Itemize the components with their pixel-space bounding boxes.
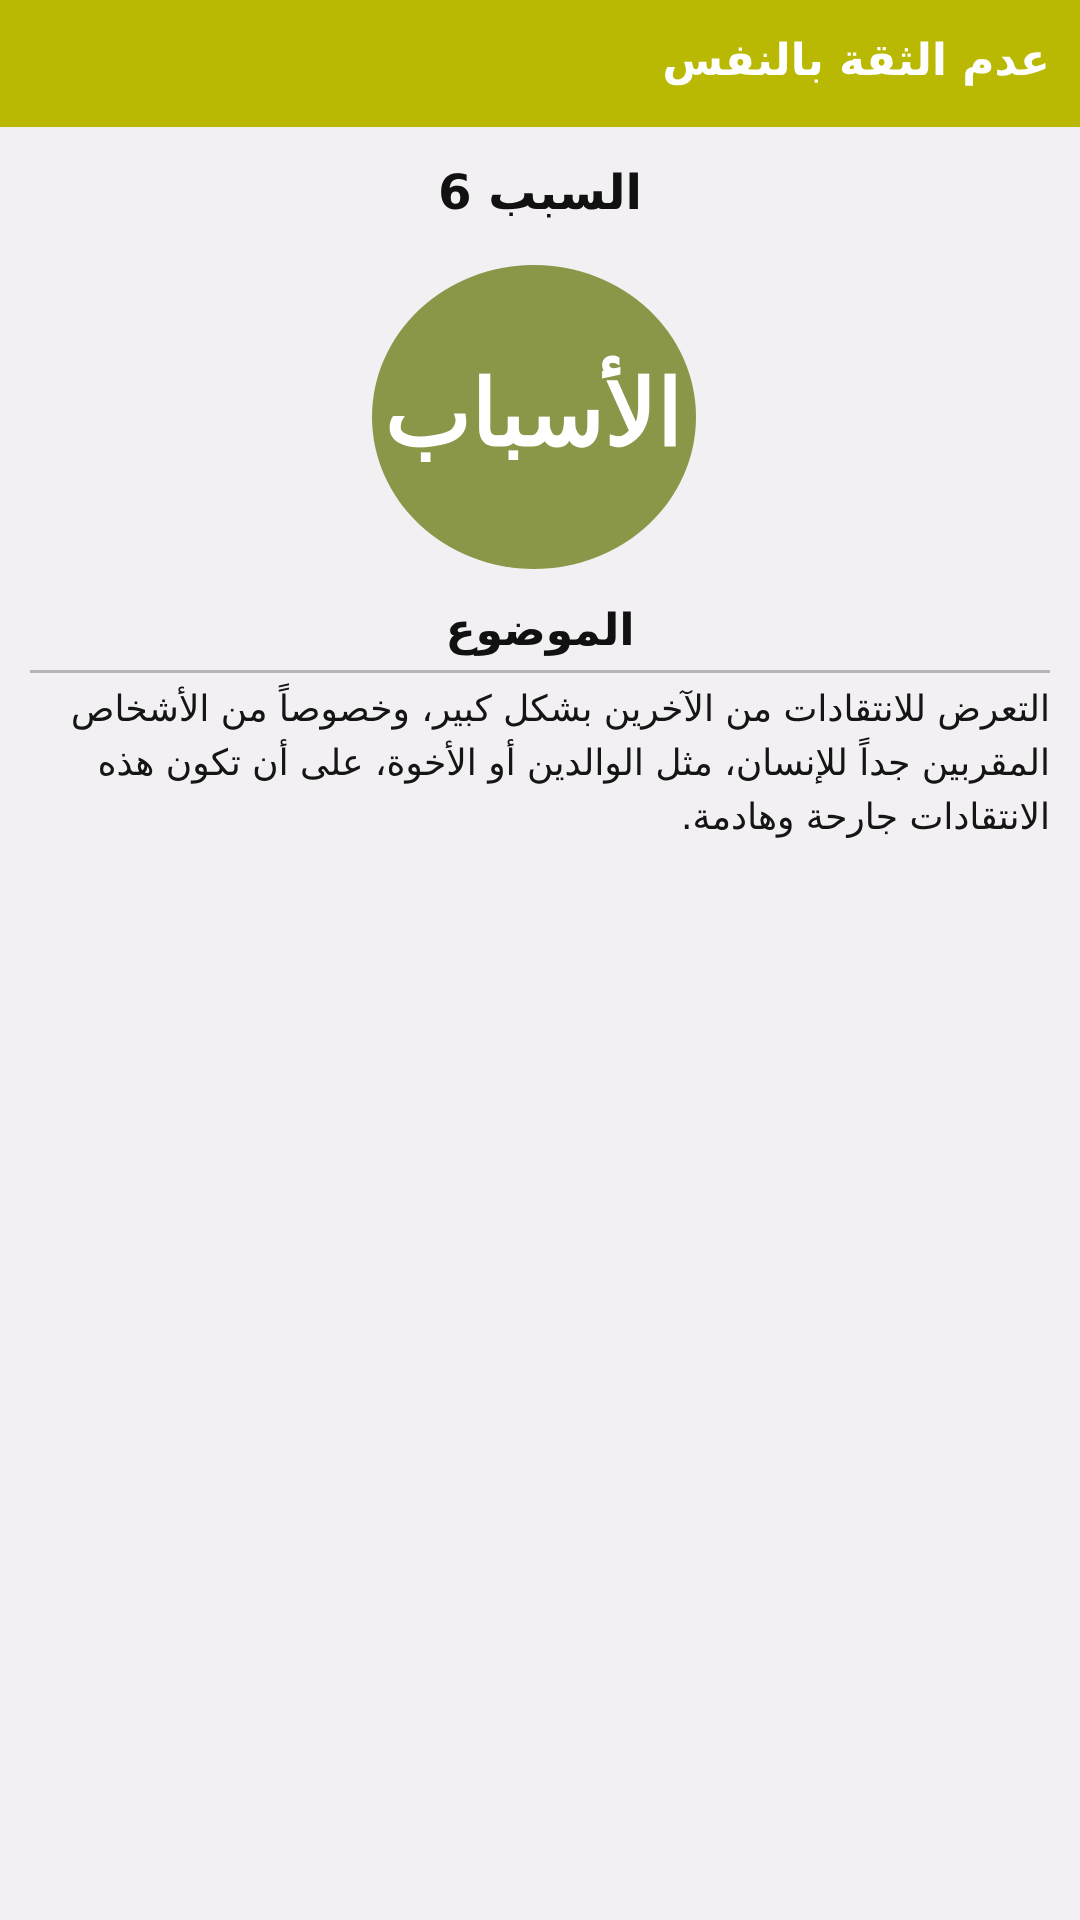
reason-image	[372, 265, 696, 569]
section-heading: الموضوع	[445, 605, 635, 656]
reason-image-text: الأسباب	[385, 359, 683, 467]
app-title: عدم الثقة بالنفس	[662, 34, 1050, 86]
divider	[30, 670, 1050, 673]
app-bar	[0, 0, 1080, 127]
body-text: التعرض للانتقادات من الآخرين بشكل كبير، وخصوصاً من الأشخاص المقربين جداً للإنسان، مثل الوالدين أو الأخوة، على أن تكون هذه الانتقادات جارحة وهادمة.	[70, 689, 1050, 838]
content-area	[0, 127, 1080, 1920]
reason-title: السبب 6	[438, 165, 642, 221]
